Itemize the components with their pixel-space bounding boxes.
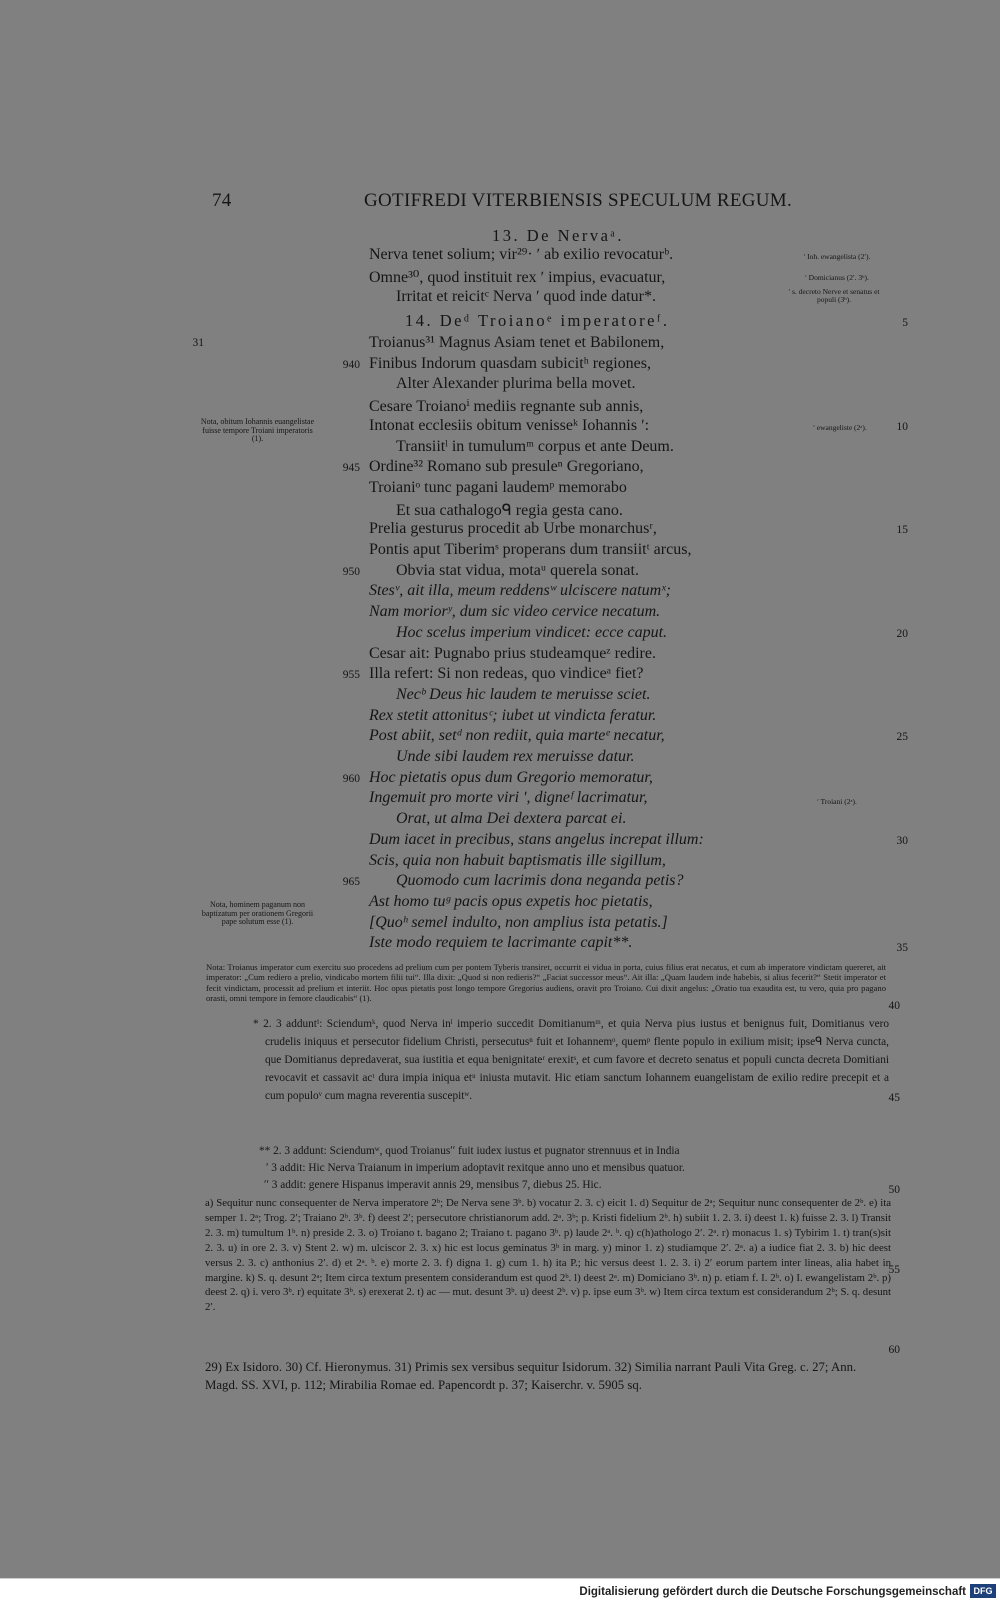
verse: [Quoʰ semel indulto, non amplius ista petatis.] — [369, 913, 668, 931]
verse-number: 965 — [342, 876, 360, 888]
footer-text: Digitalisierung gefördert durch die Deutsche Forschungsgemeinschaft — [579, 1586, 966, 1598]
verse: Scis, quia non habuit baptismatis ille sigillum, — [369, 851, 666, 869]
verse-number: 945 — [342, 462, 360, 474]
margin-note: Nota, hominem paganum non baptizatum per orationem Gregorii pape solutum esse (1). — [201, 900, 314, 926]
verse: Iste modo requiem te lacrimante capit**. — [369, 934, 633, 952]
marker-31: 31 — [192, 337, 204, 349]
verse: Finibus Indorum quasdam subicitʰ regiones, — [369, 354, 651, 372]
running-title: GOTIFREDI VITERBIENSIS SPECULUM REGUM. — [364, 190, 793, 211]
section-14-title: 14. Deᵈ Troianoᵉ imperatoreᶠ. — [405, 311, 670, 330]
verse: Nam moriorʸ, dum sic video cervice necatum. — [369, 603, 661, 621]
line-number: 10 — [896, 421, 908, 433]
line-number: 5 — [902, 317, 908, 329]
sidenote: ʹ s. decreto Nerve et senatus et populi (3ᵇ). — [788, 287, 880, 304]
source-notes: 29) Ex Isidoro. 30) Cf. Hieronymus. 31) Primis sex versibus sequitur Isidorum. 32) Similia narrant Pauli Vita Greg. c. 27; Ann. Magd. SS. XVI, p. 112; Mirabilia Romae ed. Papencordt p. 37; Kaiserchr. v. 5905 sq. — [205, 1360, 857, 1392]
verse: Et sua cathalogoᑫ regia gesta cano. — [396, 501, 623, 519]
verse: Transiitˡ in tumulumᵐ corpus et ante Deum. — [396, 437, 674, 455]
verse: Cesare Troianoⁱ mediis regnante sub annis, — [369, 398, 644, 416]
line-number: 30 — [896, 835, 908, 847]
note-addit-2: ʹʹ 3 addit: genere Hispanus imperavit annis 29, mensibus 7, diebus 25. Hic. — [264, 1179, 602, 1191]
verse: Hoc pietatis opus dum Gregorio memoratur, — [369, 768, 653, 786]
verse-number: 950 — [342, 566, 360, 578]
sidenote: ʹ Ioh. ewangelista (2′). — [803, 252, 871, 261]
verse: Intonat ecclesiis obitum venisseᵏ Iohannis ʹ: — [369, 416, 650, 434]
verse-number: 940 — [342, 359, 360, 371]
verse: Stesᵛ, ait illa, meum reddensʷ ulciscere natumˣ; — [369, 582, 671, 600]
footer-bar — [0, 1578, 1000, 1601]
verse: Omne³⁰, quod instituit rex ʹ impius, evacuatur, — [369, 269, 666, 286]
verse: Orat, ut alma Dei dextera parcat ei. — [396, 810, 627, 828]
verse: Irritat et reicitᶜ Nerva ʹ quod inde datur*. — [396, 288, 656, 305]
sidenote: ʹ Troiani (2ᵃ). — [817, 797, 857, 806]
note-addit-1: ʹ 3 addit: Hic Nerva Traianum in imperium adoptavit rexitque anno uno et mensibus quatuor. — [266, 1162, 685, 1174]
dfg-logo: DFG — [970, 1584, 996, 1598]
line-number: 20 — [896, 628, 908, 640]
line-number: 50 — [888, 1184, 900, 1196]
verse: Ordine³² Romano sub presuleⁿ Gregoriano, — [369, 458, 644, 476]
verse: Illa refert: Si non redeas, quo vindiceᵃ fiet? — [369, 665, 644, 683]
verse: Rex stetit attonitusᶜ; iubet ut vindicta feratur. — [369, 706, 657, 724]
line-number: 55 — [888, 1264, 900, 1276]
note-addunt-star: * 2. 3 adduntⁱ: Sciendumᵏ, quod Nerva inˡ imperio succedit Domitianumᵐ, et quia Nerva pius iustus et benignus fuit, Domitianus vero crudelis iniquus et persecutor fidelium Christi, persecutusⁿ fuit et Iohannemᵒ, quemᵖ flente populo in exilium misit; ipseᑫ Nerva cuncta, que Domitianus depredaverat, sua iustitia et equa benignitateʳ erexitˢ, et cum favore et decreto senatus et populi cuncta decreta Domitiani revocavit et cassavit acᵗ dura impia iniqua etᵘ iniusta mutavit. Hic etiam sanctum Iohannem euangelistam de exilio redire precepit et a cum populoᵛ cum magna reverentia suscepitʷ. — [253, 1018, 889, 1102]
page-number: 74 — [212, 190, 232, 211]
verse: Necᵇ Deus hic laudem te meruisse sciet. — [396, 685, 651, 703]
verse-number: 960 — [342, 773, 360, 785]
verse: Pontis aput Tiberimˢ properans dum transiitᵗ arcus, — [369, 541, 692, 558]
verse: Alter Alexander plurima bella movet. — [396, 375, 636, 393]
verse: Nerva tenet solium; vir²⁹· ʹ ab exilio revocaturᵇ. — [369, 246, 674, 263]
nota-text: Nota: Troianus imperator cum exercitu suo procedens ad prelium cum per pontem Tyberis transiret, occurrit ei vidua in porta, cuius filius erat necatus, et cum ab imperatore vindictam quereret, ait imperator: „Cum rediero a prelio, vindicabo mortem filii tui“. Illa dixit: „Quod si non redieris?“ „Faciat successor meus“. Ait illa: „Quam laudem inde habebis, si alius fecerit?“ Stetit imperator et fecit vindictam, processit ad prelium et interiit. Hoc opus pietatis post longo tempore Gregorius audiens, oravit pro Troiano. Cui dixit angelus: „Oratio tua exaudita est, tu vero, quia pro pagano orasti, omni tempore in femore claudicabis“ (1). — [206, 962, 886, 1004]
verse: Quomodo cum lacrimis dona neganda petis? — [396, 872, 684, 890]
verse: Hoc scelus imperium vindicet: ecce caput. — [396, 623, 668, 641]
verse: Cesar ait: Pugnabo prius studeamqueᶻ redire. — [369, 644, 656, 662]
sidenote: ʹ ewangeliste (2ᵃ). — [813, 423, 867, 432]
verse: Ast homo tuᵍ pacis opus expetis hoc pietatis, — [369, 892, 653, 910]
line-number: 15 — [896, 524, 908, 536]
line-number: 35 — [896, 942, 908, 954]
verse: Prelia gesturus procedit ab Urbe monarchusʳ, — [369, 520, 657, 538]
line-number: 45 — [888, 1092, 900, 1104]
verse: Troianiᵒ tunc pagani laudemᵖ memorabo — [369, 478, 627, 496]
section-13-title: 13. De Nervaᵃ. — [492, 226, 625, 245]
verse: Obvia stat vidua, motaᵘ querela sonat. — [396, 561, 639, 579]
verse: Ingemuit pro morte viri ʹ, digneᶠ lacrimatur, — [369, 789, 648, 807]
verse: Unde sibi laudem rex meruisse datur. — [396, 748, 635, 765]
sidenote: ʹ Domicianus (2′. 3ᵇ). — [805, 273, 869, 282]
verse: Troianus³¹ Magnus Asiam tenet et Babilonem, — [369, 334, 665, 351]
note-addunt-2star: ** 2. 3 addunt: Sciendumʷ, quod Troianusʹʹ fuit iudex iustus et pugnator strennuus et in India — [259, 1145, 680, 1157]
verse: Post abiit, setᵈ non rediit, quia marteᵉ necatur, — [369, 727, 665, 745]
verse-number: 955 — [342, 669, 360, 681]
margin-note: Nota, obitum Iohannis euangelistae fuisse tempore Troiani imperatoris (1). — [200, 417, 315, 443]
line-number: 25 — [896, 731, 908, 743]
apparatus: a) Sequitur nunc consequenter de Nerva imperatore 2ᵇ; De Nerva sene 3ᵇ. b) vocatur 2. 3. c) eicit 1. d) Sequitur de 2ᵃ; Sequitur nunc consequenter de 2ᵇ. e) ita semper 1. 2ᵃ; Trog. 2′; Traiano 2ᵇ. 3ᵇ. f) deest 2′; persecutore christianorum add. 2ᵃ. 3ᵇ; p. Kristi fidelium 2ᵇ. h) subiit 1. 2. 3. i) deest 1. k) fuisse 2. 3. l) Transit 2. 3. m) tumultum 1ᵇ. n) preside 2. 3. o) Troiano t. bagano 2; Traiano t. pagano 3ᵇ. p) laude 2ᵃ. ᵇ. q) c(h)athologo 2′. 2ᵃ. r) monacus 1. s) Tybirim 1. t) tran(s)sit 2. 3. u) in ore 2. 3. v) Stent 2. w) m. ulciscor 2. 3. x) hic est locus geminatus 3ᵇ in marg. y) minor 1. z) studiamque 2′. 2ᵃ. a) a iudice fiat 2. 3. b) hic deest versus 2. 3. c) anthonius 2′. d) et 2ᵃ. ᵇ. e) morte 2. 3. f) digna 1. g) cum 1. h) ita P.; hic versus deest 1. 2. 3. i) 2′ eorum partem inter lineas, alia habet in margine. k) S. q. desunt 2ᵃ; Item circa textum presentem considerandum est quod 2ᵇ. l) deest 2ᵃ. m) Domiciano 3ᵇ. n) p. etiam f. I. 2ᵇ. o) I. ewangelistam 2ᵇ. p) deest 2. q) i. vero 3ᵇ. r) equitate 3ᵇ. s) erexerat 2. t) ac — mut. desunt 3ᵇ. u) deest 2ᵇ. v) p. ipse eum 3ᵇ. w) Item circa textum est considerandum 2ᵇ; S. q. desunt 2′. — [205, 1197, 891, 1314]
verse: Dum iacet in precibus, stans angelus increpat illum: — [369, 830, 704, 848]
line-number: 60 — [888, 1344, 900, 1356]
line-number: 40 — [888, 1000, 900, 1012]
